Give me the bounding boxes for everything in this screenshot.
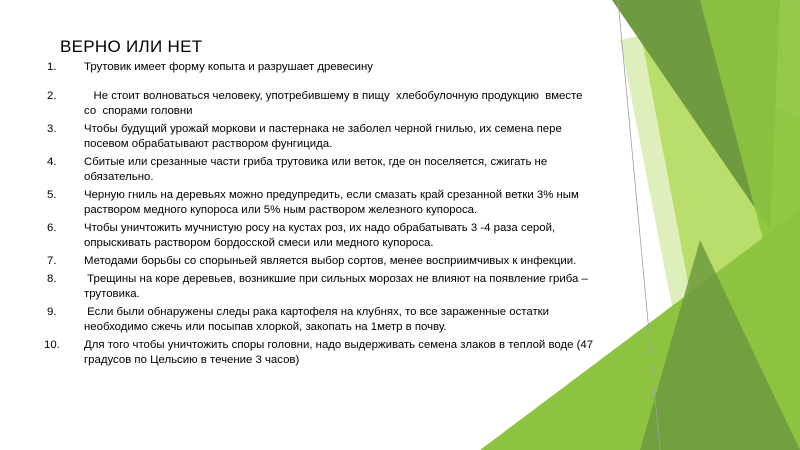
list-item <box>0 155 600 185</box>
list-item <box>0 338 600 368</box>
item-number: 6. <box>47 222 57 234</box>
list-item <box>0 89 600 119</box>
list-item <box>0 221 600 251</box>
item-text: Трещины на коре деревьев, возникшие при сильных морозах не влияют на появление гриба – трутовика. <box>84 273 592 300</box>
list-item <box>0 272 600 302</box>
list-item <box>0 188 600 218</box>
item-text: Не стоит волноваться человеку, употребившему в пищу хлебобулочную продукцию вместе со спорами головни <box>84 90 586 117</box>
item-number: 4. <box>47 156 57 168</box>
item-text: Трутовик имеет форму копыта и разрушает древесину <box>84 61 373 73</box>
item-text: Сбитые или срезанные части гриба трутовика или веток, где он поселяется, сжигать не обязательно. <box>84 156 548 183</box>
item-number: 10. <box>44 339 60 351</box>
item-number: 5. <box>47 189 57 201</box>
item-text: Черную гниль на деревьях можно предупредить, если смазать край срезанной ветки 3% ным раствором медного купороса или 5% ным раствором железного купороса. <box>84 189 579 216</box>
list-item <box>0 254 600 269</box>
item-text: Чтобы будущий урожай моркови и пастернака не заболел черной гнилью, их семена пере посевом обрабатывают раствором фунгицида. <box>84 123 562 150</box>
slide-title: ВЕРНО ИЛИ НЕТ <box>60 37 203 56</box>
list-item <box>0 122 600 152</box>
item-number: 1. <box>47 61 57 73</box>
item-number: 3. <box>47 123 57 135</box>
item-number: 7. <box>47 255 57 267</box>
item-number: 2. <box>47 90 57 102</box>
list-item <box>0 305 600 335</box>
item-number: 8. <box>47 273 57 285</box>
item-text: Для того чтобы уничтожить споры головни, надо выдерживать семена злаков в теплой воде (47 градусов по Цельсию в течение 3 часов) <box>84 339 594 366</box>
item-text: Если были обнаружены следы рака картофеля на клубнях, то все зараженные остатки необходимо сжечь или посыпав хлоркой, закопать на 1метр в почву. <box>84 306 553 333</box>
item-text: Методами борьбы со спорыньей является выбор сортов, менее восприимчивых к инфекции. <box>84 255 577 267</box>
item-text: Чтобы уничтожить мучнистую росу на кустах роз, их надо обрабатывать 3 -4 раза серой, опрыскивать раствором бордосской смеси или медного купороса. <box>84 222 556 249</box>
list-item <box>0 60 600 75</box>
statement-list <box>0 60 600 368</box>
item-number: 9. <box>47 306 57 318</box>
